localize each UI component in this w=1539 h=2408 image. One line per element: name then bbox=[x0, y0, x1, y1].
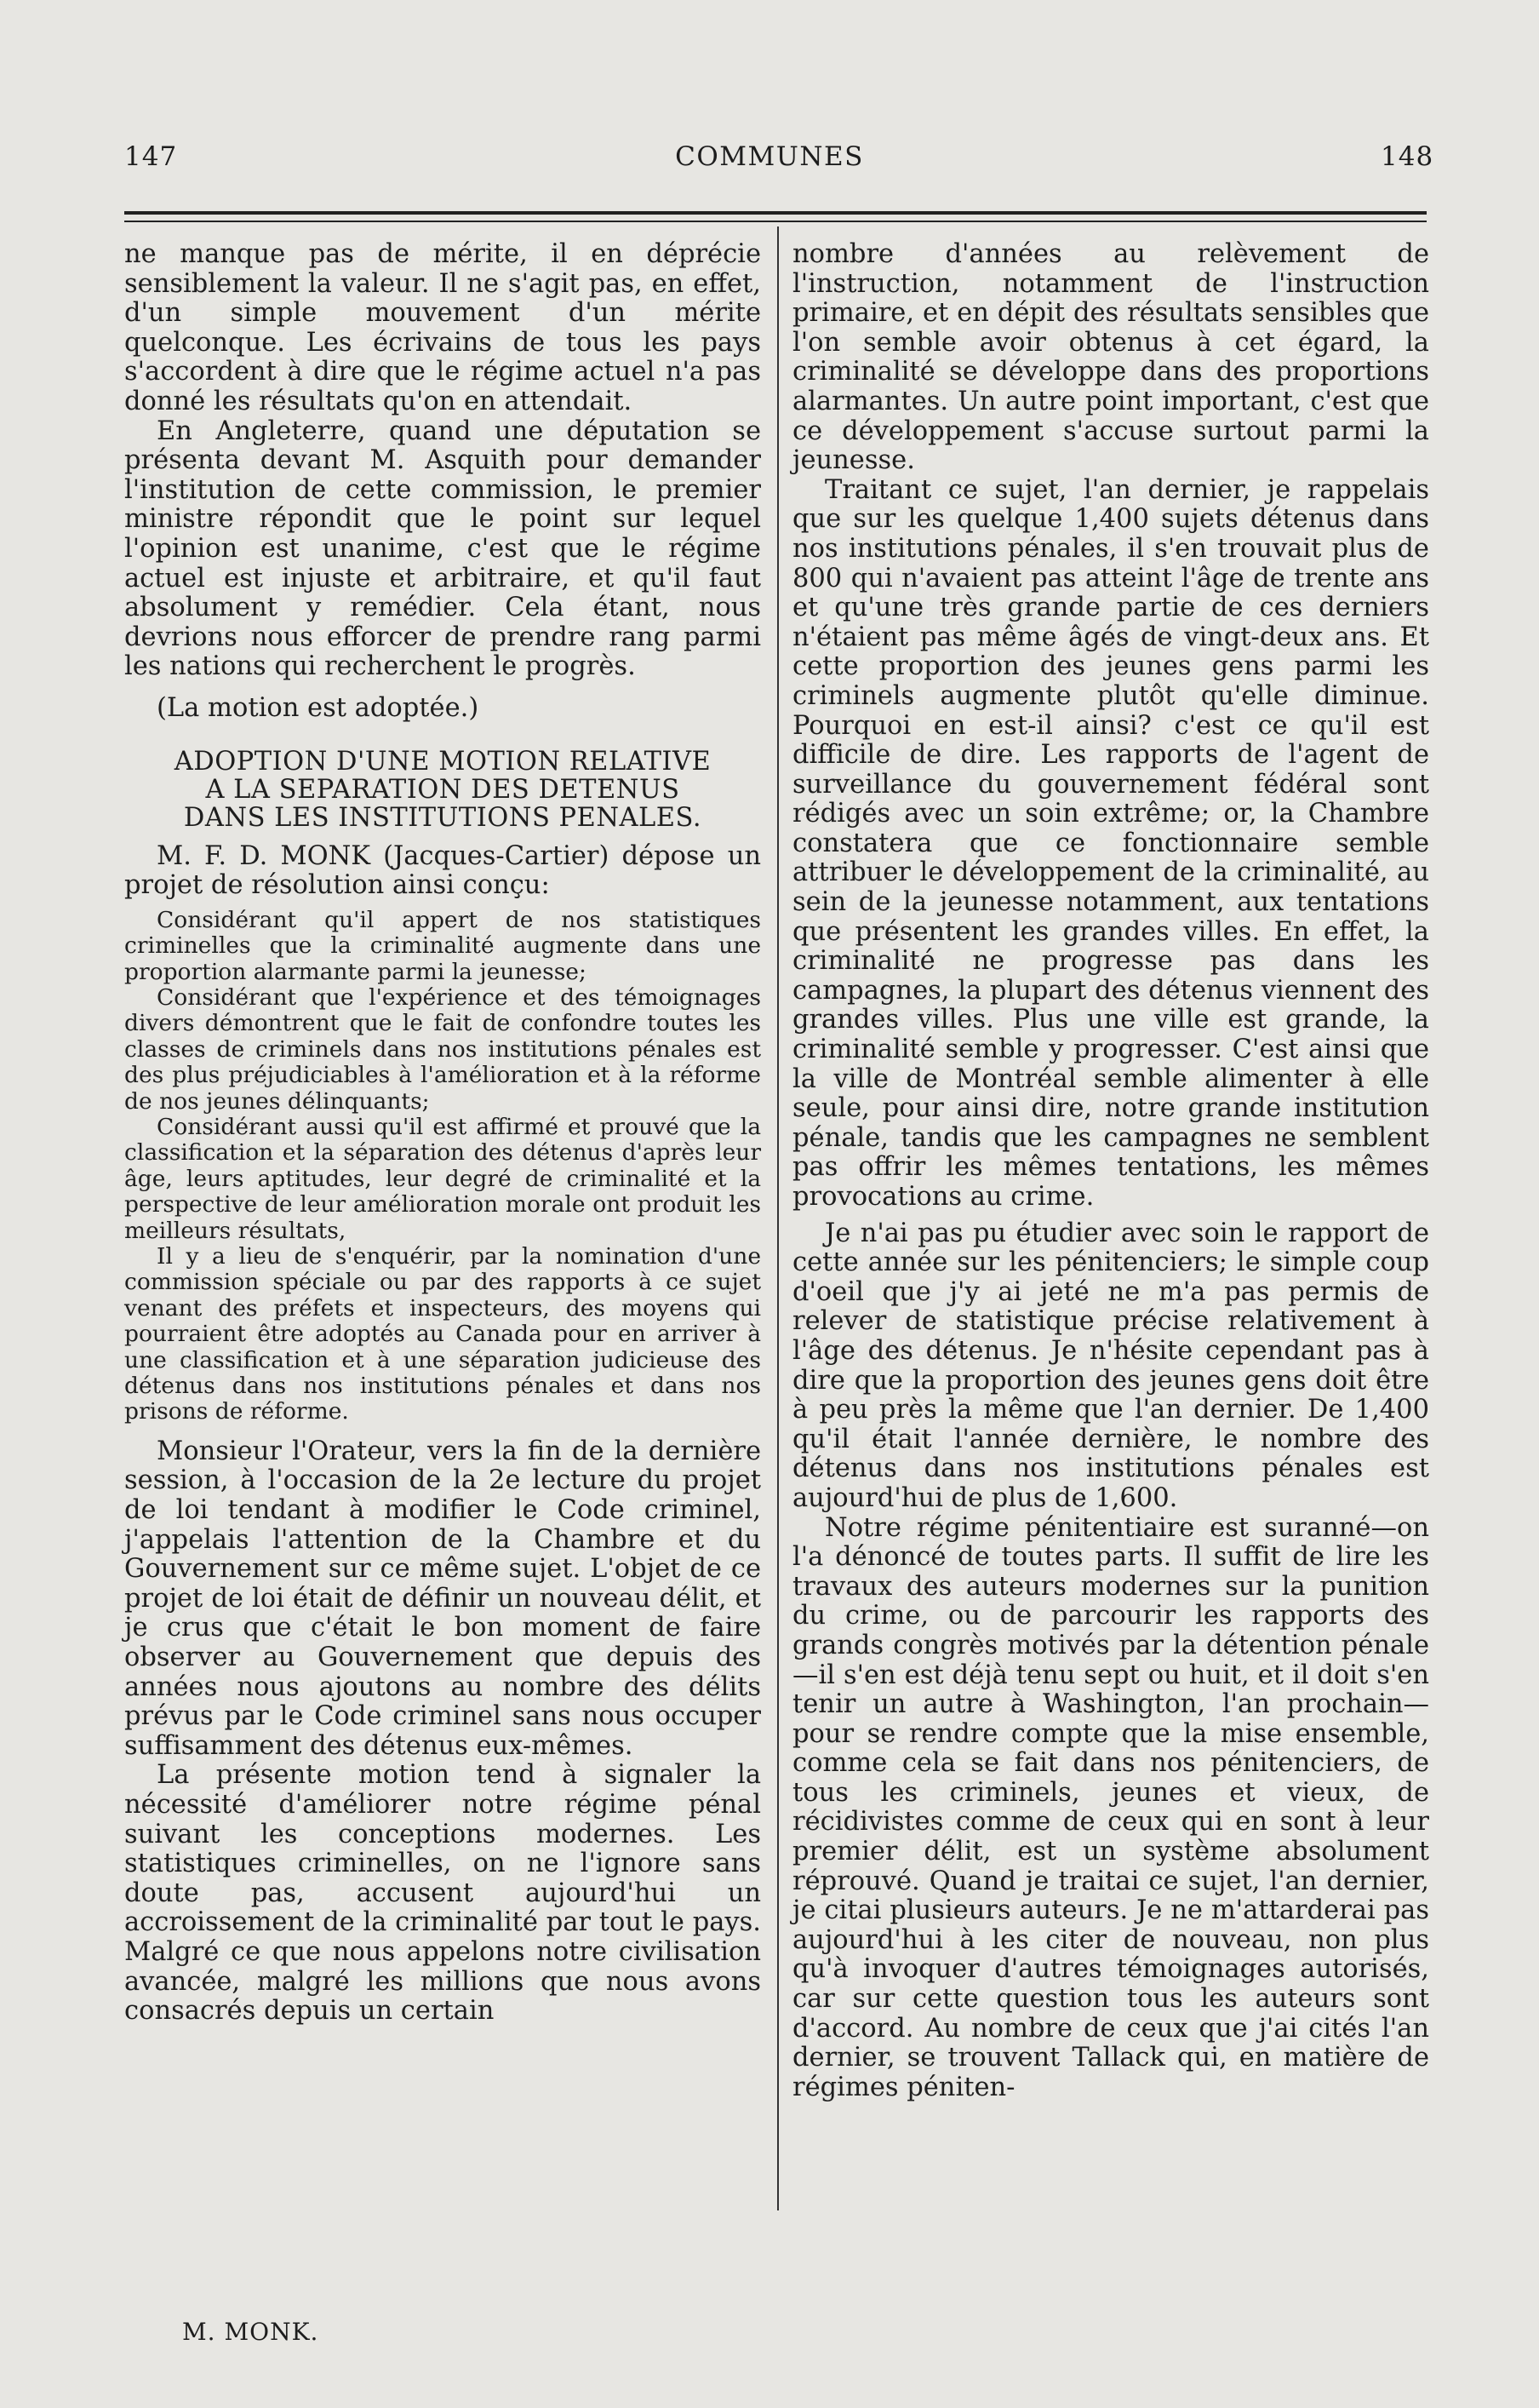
header-rule-thick bbox=[124, 211, 1427, 215]
resolution-clause: Considérant aussi qu'il est affirmé et prouvé que la classification et la séparation des détenus d'après leur âge, leurs aptitudes, leur degré de criminalité et la perspective de leur amélioration morale ont produit les meilleurs résultats, bbox=[124, 1113, 761, 1244]
paragraph: ne manque pas de mérite, il en déprécie sensiblement la valeur. Il ne s'agit pas, en effet, d'un simple mouvement d'un mérite quelconque. Les écrivains de tous les pays s'accordent à dire que le régime actuel n'a pas donné les résultats qu'on en attendait. bbox=[124, 239, 761, 416]
right-column bbox=[792, 240, 1429, 2102]
column-divider bbox=[777, 226, 779, 2210]
resolution-clause: Il y a lieu de s'enquérir, par la nomination d'une commission spéciale ou par des rapports à ce sujet venant des préfets et inspecteurs, des moyens qui pourraient être adoptés au Canada pour en arriver à une classification et à une séparation judicieuse des détenus dans nos institutions pénales et dans nos prisons de réforme. bbox=[124, 1242, 761, 1425]
paragraph: En Angleterre, quand une députation se présenta devant M. Asquith pour demander l'institution de cette commission, le premier ministre répondit que le point sur lequel l'opinion est unanime, c'est que le régime actuel est injuste et arbitraire, et qu'il faut absolument y remédier. Cela étant, nous devrions nous efforcer de prendre rang parmi les nations qui recherchent le progrès. bbox=[124, 416, 761, 682]
paragraph: La présente motion tend à signaler la nécessité d'améliorer notre régime pénal suivant les conceptions modernes. Les statistiques criminelles, on ne l'ignore sans doute pas, accusent aujourd'hui un accroissement de la criminalité par tout le pays. Malgré ce que nous appelons notre civilisation avancée, malgré les millions que nous avons consacrés depuis un certain bbox=[124, 1760, 761, 2027]
heading-line: DANS LES INSTITUTIONS PENALES. bbox=[183, 802, 702, 833]
motion-adopted-note: (La motion est adoptée.) bbox=[157, 692, 479, 723]
paragraph: nombre d'années au relèvement de l'instruction, notamment de l'instruction primaire, et en dépit des résultats sensibles que l'on semble avoir obtenus à cet égard, la criminalité se développe dans des proportions alarmantes. Un autre point important, c'est que ce développement s'accuse surtout parmi la jeunesse. bbox=[792, 239, 1429, 476]
paragraph: Traitant ce sujet, l'an dernier, je rappelais que sur les quelque 1,400 sujets détenus dans nos institutions pénales, il s'en trouvait plus de 800 qui n'avaient pas atteint l'âge de trente ans et qu'une très grande partie de ces derniers n'étaient pas même âgés de vingt-deux ans. Et cette proportion des jeunes gens parmi les criminels augmente plutôt qu'elle diminue. Pourquoi en est-il ainsi? c'est ce qu'il est difficile de dire. Les rapports de l'agent de surveillance du gouvernement fédéral sont rédigés avec un soin extrême; or, la Chambre constatera que ce fonctionnaire semble attribuer le développement de la criminalité, au sein de la jeunesse notamment, aux tentations que présentent les grandes villes. En effet, la criminalité ne progresse pas dans les campagnes, la plupart des détenus viennent des grandes villes. Plus une ville est grande, la criminalité semble y progresser. C'est ainsi que la ville de Montréal semble alimenter à elle seule, pour ainsi dire, notre grande institution pénale, tandis que les campagnes ne semblent pas offrir les mêmes tentations, les mêmes provocations au crime. bbox=[792, 474, 1429, 1212]
paragraph: M. F. D. MONK (Jacques-Cartier) dépose un projet de résolution ainsi conçu: bbox=[124, 840, 761, 901]
page-title: COMMUNES bbox=[675, 141, 864, 172]
resolution-clause: Considérant que l'expérience et des témoignages divers démontrent que le fait de confondre toutes les classes de criminels dans nos institutions pénales est des plus préjudiciables à l'amélioration et à la réforme de nos jeunes délinquants; bbox=[124, 983, 761, 1115]
left-page-number: 147 bbox=[124, 141, 178, 172]
paragraph: Monsieur l'Orateur, vers la fin de la dernière session, à l'occasion de la 2e lecture du projet de loi tendant à modifier le Code criminel, j'appelais l'attention de la Chambre et du Gouvernement sur ce même sujet. L'objet de ce projet de loi était de définir un nouveau délit, et je crus que c'était le bon moment de faire observer au Gouvernement que depuis des années nous ajoutons au nombre des délits prévus par le Code criminel sans nous occuper suffisamment des détenus eux-mêmes. bbox=[124, 1436, 761, 1761]
paragraph: Notre régime pénitentiaire est suranné—on l'a dénoncé de toutes parts. Il suffit de lire les travaux des auteurs modernes sur la punition du crime, ou de parcourir les rapports des grands congrès motivés par la détention pénale—il s'en est déjà tenu sept ou huit, et il doit s'en tenir un autre à Washington, l'an prochain—pour se rendre compte que la mise ensemble, comme cela se fait dans nos pénitenciers, de tous les criminels, jeunes et vieux, de récidivistes comme de ceux qui en sont à leur premier délit, est un système absolument réprouvé. Quand je traitai ce sujet, l'an dernier, je citai plusieurs auteurs. Je ne m'attarderai pas aujourd'hui à les citer de nouveau, non plus qu'à invoquer d'autres témoignages autorisés, car sur cette question tous les auteurs sont d'accord. Au nombre de ceux que j'ai cités l'an dernier, se trouvent Tallack qui, en matière de régimes péniten- bbox=[792, 1512, 1429, 2102]
paragraph: Je n'ai pas pu étudier avec soin le rapport de cette année sur les pénitenciers; le simple coup d'oeil que j'y ai jeté ne m'a pas permis de relever de statistique précise relativement à l'âge des détenus. Je n'hésite cependant pas à dire que la proportion des jeunes gens doit être à peu près la même que l'an dernier. De 1,400 qu'il était l'année dernière, le nombre des détenus dans nos institutions pénales est aujourd'hui de plus de 1,600. bbox=[792, 1218, 1429, 1513]
resolution-clause: Considérant qu'il appert de nos statistiques criminelles que la criminalité augmente dans une proportion alarmante parmi la jeunesse; bbox=[124, 906, 761, 985]
header-rule-thin bbox=[124, 221, 1427, 222]
heading-line: A LA SEPARATION DES DETENUS bbox=[205, 774, 680, 805]
right-page-number: 148 bbox=[1381, 141, 1434, 172]
heading-line: ADOPTION D'UNE MOTION RELATIVE bbox=[174, 746, 712, 777]
speaker-footer: M. MONK. bbox=[182, 2318, 319, 2346]
section-heading bbox=[124, 748, 761, 832]
left-column bbox=[124, 240, 761, 2027]
